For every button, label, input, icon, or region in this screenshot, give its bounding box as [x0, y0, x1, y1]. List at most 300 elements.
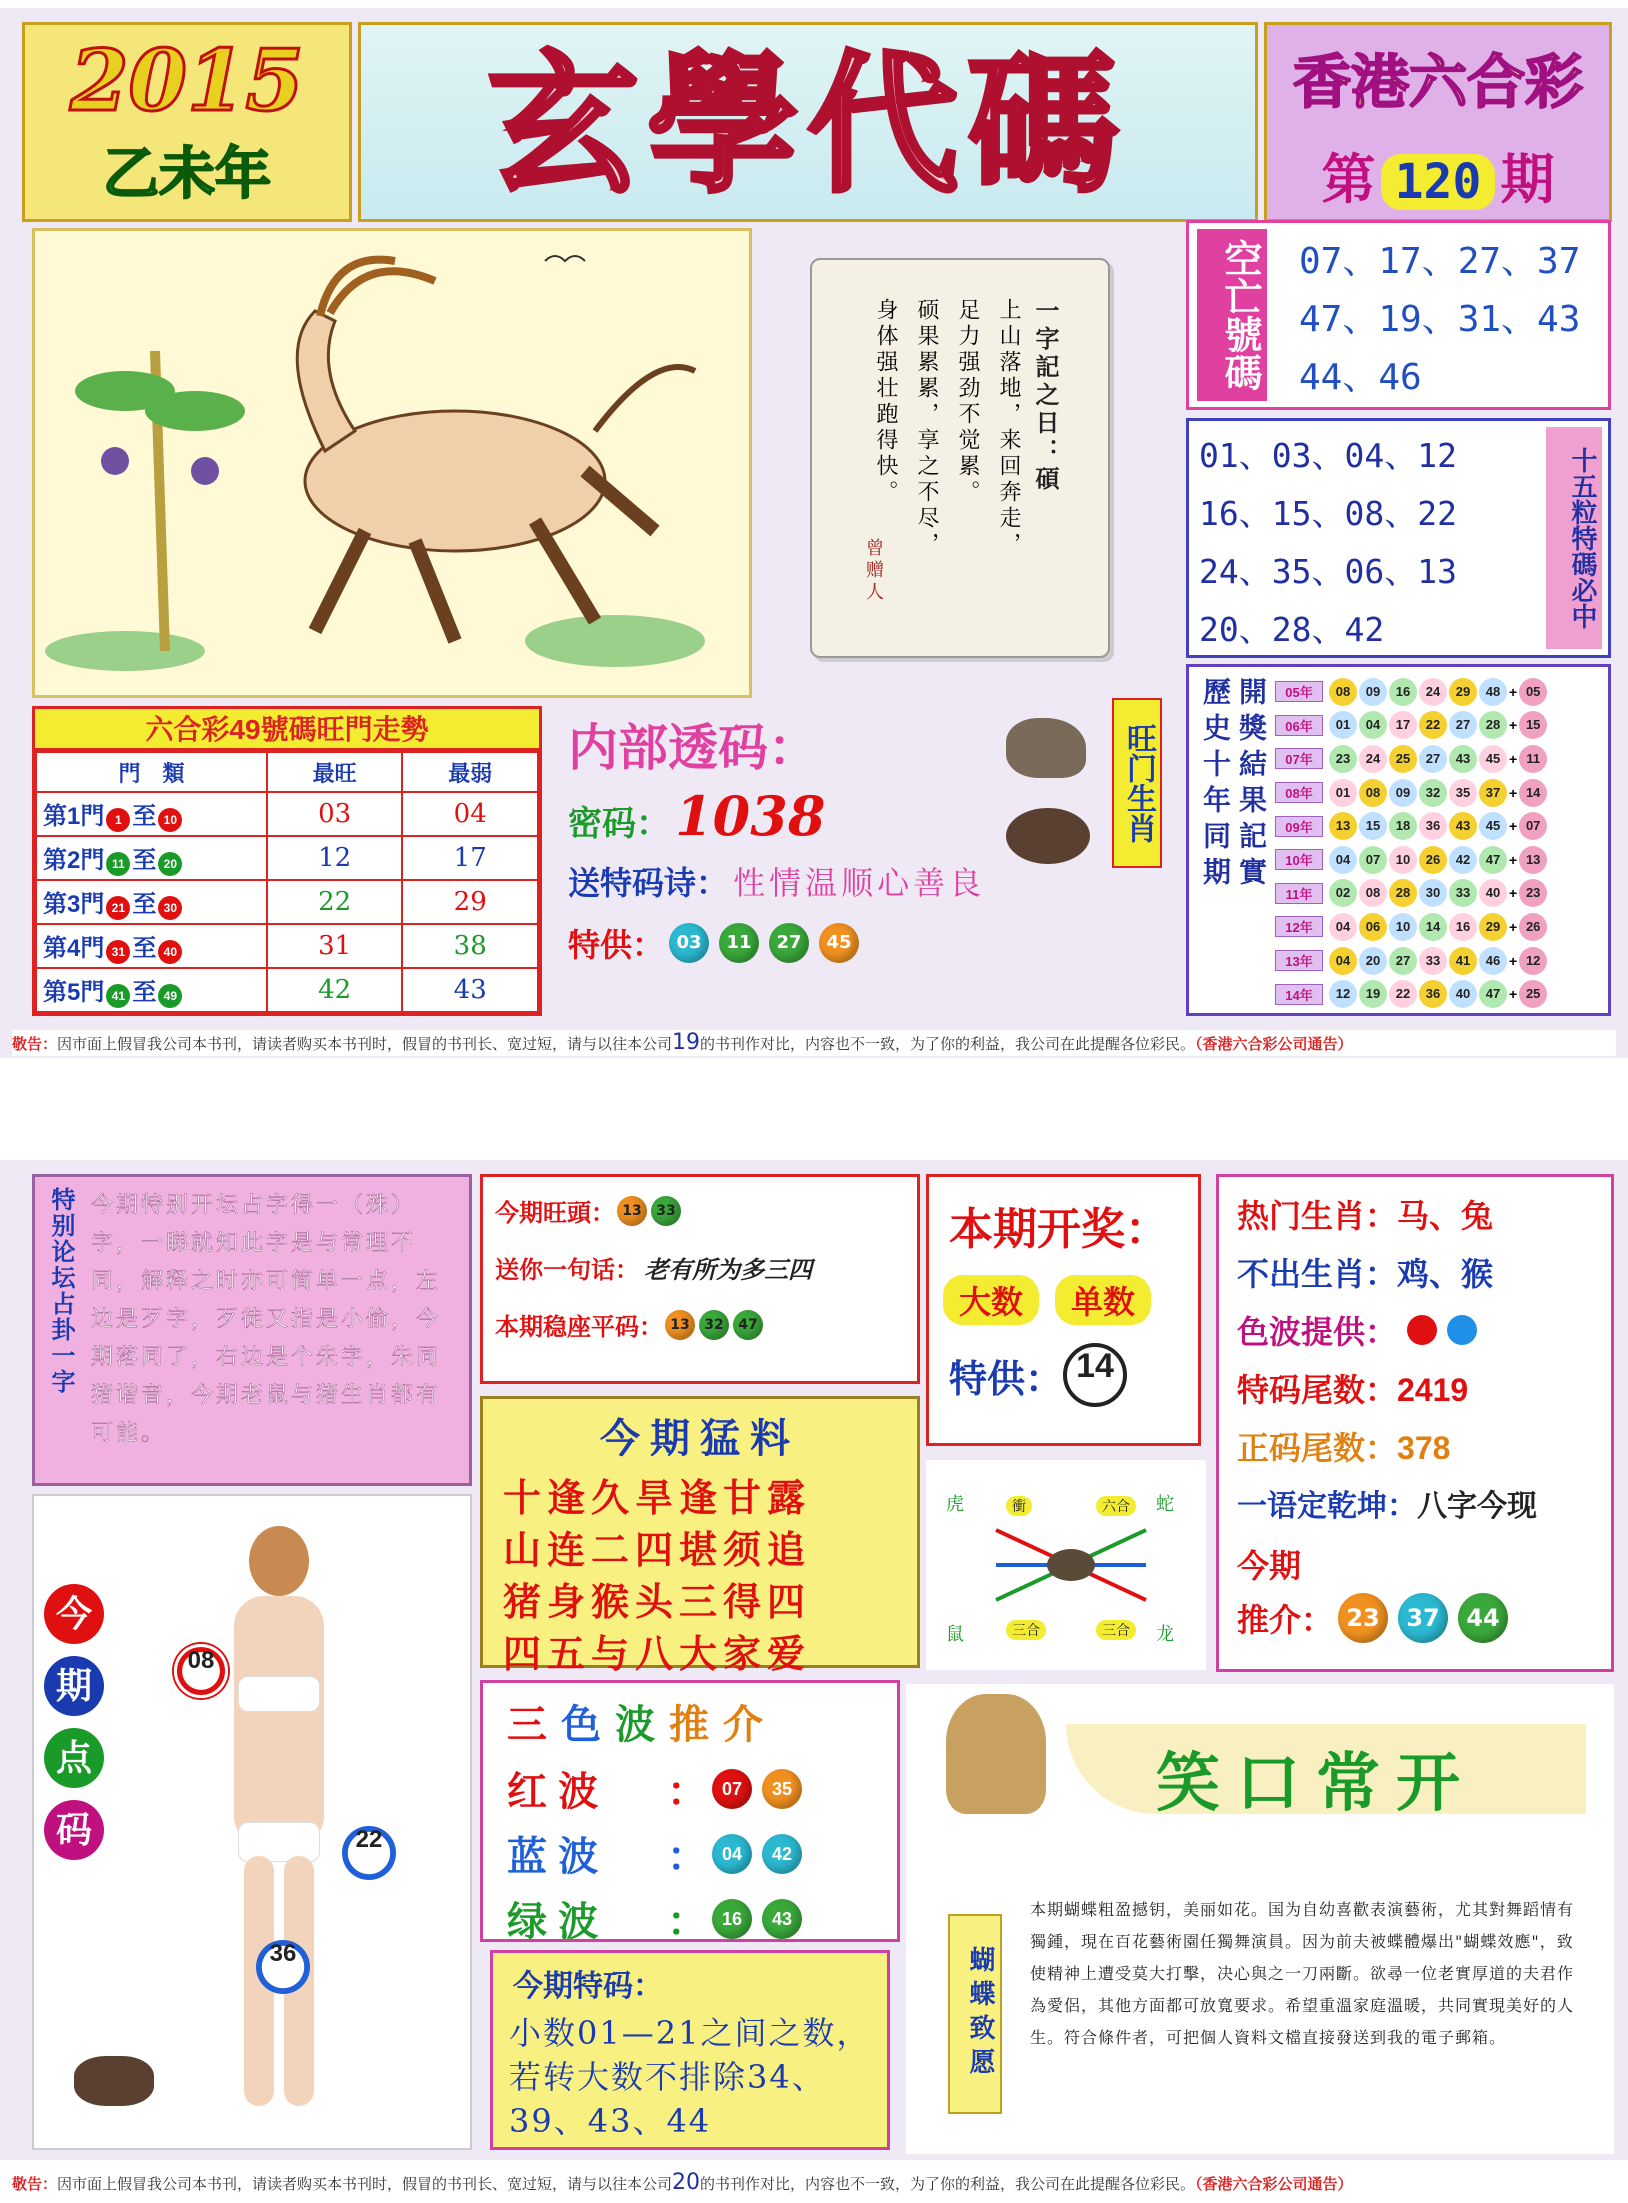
trend-from: 1 — [106, 808, 130, 832]
history-ball: 30 — [1419, 879, 1447, 907]
notice-text-2: 的书刊作对比，内容也不一致，为了你的利益，我公司在此提醒各位彩民。 — [700, 1035, 1196, 1053]
plus-sign: + — [1509, 918, 1518, 935]
inside-poem-label: 送特码诗： — [568, 865, 729, 901]
history-ball: 19 — [1359, 980, 1387, 1008]
sanse-title-char: 三 — [507, 1703, 561, 1747]
history-ball: 10 — [1389, 846, 1417, 874]
red-wave-dot — [1407, 1315, 1437, 1345]
xiaokou-title: 笑口常开 — [1156, 1747, 1476, 1819]
blue-wave-ball: 42 — [762, 1834, 802, 1874]
green-wave-ball: 43 — [762, 1899, 802, 1939]
pingma-label: 本期稳座平码： — [495, 1314, 663, 1341]
trend-to-word: 至 — [132, 935, 157, 962]
green-wave-label: 绿 波 — [507, 1900, 599, 1944]
cold-label: 不出生肖： — [1237, 1256, 1398, 1292]
notice-top — [12, 1030, 1616, 1056]
history-ball: 12 — [1329, 980, 1357, 1008]
model-ball-2: 22 — [342, 1826, 396, 1880]
green-wave-ball: 16 — [712, 1899, 752, 1939]
mengliao-line: 猪身猴头三得四 — [503, 1579, 812, 1624]
hot-row — [1237, 1423, 1611, 1469]
tail-value: 2419 — [1397, 1372, 1469, 1408]
history-ball: 47 — [1479, 980, 1507, 1008]
scroll-line: 上山落地，来回奔走， — [996, 298, 1021, 558]
trend-to: 10 — [158, 808, 182, 832]
fifteen-row: 20、28、42 — [1199, 610, 1385, 649]
trend-hi: 22 — [267, 880, 403, 924]
history-special: 25 — [1519, 980, 1547, 1008]
history-ball: 28 — [1389, 879, 1417, 907]
history-ball: 40 — [1479, 879, 1507, 907]
trend-from: 21 — [106, 896, 130, 920]
history-ball: 10 — [1389, 913, 1417, 941]
wolf-icon — [1006, 718, 1086, 778]
red-wave-ball: 35 — [762, 1769, 802, 1809]
empty-numbers-row: 44、46 — [1299, 357, 1422, 398]
zheng-label: 正码尾数： — [1237, 1430, 1398, 1466]
history-special: 14 — [1519, 779, 1547, 807]
history-ball: 04 — [1359, 711, 1387, 739]
fifteen-row: 16、15、08、22 — [1199, 494, 1457, 533]
model-panel — [32, 1494, 472, 2150]
history-special: 23 — [1519, 879, 1547, 907]
history-year: 12年 — [1275, 916, 1323, 937]
inside-poem: 性情温顺心善良 — [733, 864, 986, 902]
trend-to: 20 — [158, 852, 182, 876]
trend-name: 第3門 — [43, 891, 105, 918]
kaijiang-tegong-ball: 14 — [1063, 1343, 1127, 1407]
history-ball: 13 — [1329, 812, 1357, 840]
scroll-seal: 曾赠人 — [863, 538, 884, 604]
history-ball: 15 — [1359, 812, 1387, 840]
history-ball: 40 — [1449, 980, 1477, 1008]
compass-bl: 鼠 — [946, 1624, 964, 1644]
history-year: 07年 — [1275, 748, 1323, 769]
history-ball: 02 — [1329, 879, 1357, 907]
history-ball: 32 — [1419, 779, 1447, 807]
trend-lo: 17 — [402, 836, 538, 880]
kaijiang-panel — [926, 1174, 1201, 1446]
compass-panel — [926, 1460, 1206, 1670]
history-ball: 35 — [1449, 779, 1477, 807]
temazi-text: 小数01—21之间之数，若转大数不排除34、39、43、44 — [509, 2014, 871, 2140]
history-ball: 41 — [1449, 947, 1477, 975]
qiankun-value: 八字今现 — [1417, 1490, 1537, 1523]
recommend-label-2: 推介： — [1237, 1602, 1334, 1638]
history-ball: 47 — [1479, 846, 1507, 874]
fifteen-label: 十五粒特碼必中 — [1546, 427, 1602, 649]
compass-tr: 蛇 — [1156, 1494, 1174, 1514]
recommend-row — [1237, 1593, 1611, 1643]
trend-row — [36, 792, 538, 836]
inside-tegong-row — [568, 920, 1176, 966]
history-rows — [1275, 675, 1605, 1011]
model-label-char: 点 — [44, 1728, 104, 1788]
history-ball: 36 — [1419, 980, 1447, 1008]
inside-tegong-label: 特供： — [568, 927, 665, 963]
trend-row — [36, 836, 538, 880]
hot-label: 热门生肖： — [1237, 1198, 1398, 1234]
recommend-label: 今期 — [1237, 1548, 1302, 1584]
year-panel — [22, 22, 352, 222]
history-ball: 17 — [1389, 711, 1417, 739]
hot-row — [1237, 1481, 1611, 1525]
kaijiang-tegong-label: 特供： — [949, 1358, 1064, 1401]
notice-num: 19 — [672, 1030, 701, 1055]
history-ball: 43 — [1449, 812, 1477, 840]
sanse-title — [507, 1693, 897, 1750]
recommend-ball: 37 — [1398, 1593, 1448, 1643]
scroll-line: 足力强劲不觉累。 — [955, 298, 980, 506]
history-ball: 16 — [1389, 678, 1417, 706]
history-ball: 22 — [1419, 711, 1447, 739]
trend-header: 門 類 — [36, 752, 267, 792]
fifteen-panel — [1186, 418, 1611, 658]
plus-sign: + — [1509, 986, 1518, 1003]
temazi-title: 今期特码： — [513, 1970, 663, 2003]
plus-sign: + — [1509, 885, 1518, 902]
trend-header: 最弱 — [402, 752, 538, 792]
top-page — [0, 8, 1628, 1058]
colon: ： — [667, 1900, 707, 1944]
empty-numbers-panel — [1186, 220, 1611, 410]
wave-label: 色波提供： — [1237, 1314, 1398, 1350]
history-ball: 42 — [1449, 846, 1477, 874]
main-title: 玄學代碼 — [487, 37, 1128, 213]
red-wave-label: 红 波 — [507, 1770, 599, 1814]
wangtou-panel — [480, 1174, 920, 1384]
trend-lo: 29 — [402, 880, 538, 924]
plus-sign: + — [1509, 717, 1518, 734]
history-ball: 08 — [1329, 678, 1357, 706]
trend-to-word: 至 — [132, 803, 157, 830]
history-ball: 22 — [1389, 980, 1417, 1008]
year-name: 乙未年 — [103, 142, 271, 207]
hot-row — [1237, 1307, 1611, 1353]
model-label-chars — [44, 1584, 104, 1872]
scroll-heading: 一字記之日：碩 — [1031, 298, 1060, 494]
wangtou-row-3 — [495, 1307, 917, 1342]
kaijiang-title: 本期开奖： — [949, 1205, 1169, 1254]
scroll-line: 身体强壮跑得快。 — [873, 298, 898, 506]
notice-num: 20 — [672, 2170, 701, 2195]
goat-illustration — [32, 228, 752, 698]
history-panel — [1186, 664, 1611, 1016]
trend-table — [35, 751, 539, 1013]
model-label-char: 期 — [44, 1656, 104, 1716]
history-ball: 16 — [1449, 913, 1477, 941]
history-year: 14年 — [1275, 984, 1323, 1005]
scroll-lines — [870, 298, 1024, 618]
sanse-title-char: 介 — [723, 1703, 777, 1747]
trend-row — [36, 924, 538, 968]
empty-numbers-row: 47、19、31、43 — [1299, 299, 1581, 340]
history-ball: 08 — [1359, 879, 1387, 907]
sentence-label: 送你一句话： — [495, 1257, 639, 1284]
mengliao-lines — [503, 1472, 917, 1680]
history-special: 13 — [1519, 846, 1547, 874]
goat-image — [35, 231, 749, 695]
wangtou-ball: 33 — [651, 1196, 681, 1226]
tag-odd: 单数 — [1055, 1275, 1151, 1325]
panther-icon — [74, 2056, 154, 2106]
history-row — [1275, 944, 1605, 978]
cold-value: 鸡、猴 — [1397, 1256, 1494, 1292]
tegong-ball: 11 — [719, 923, 759, 963]
history-ball: 33 — [1419, 947, 1447, 975]
brand-text: 香港六合彩 — [1292, 48, 1583, 116]
forum-label: 特别论坛占卦一字 — [47, 1187, 74, 1395]
plus-sign: + — [1509, 952, 1518, 969]
fifteen-row: 24、35、06、13 — [1199, 552, 1457, 591]
blue-wave-row — [507, 1825, 897, 1882]
plus-sign: + — [1509, 750, 1518, 767]
history-ball: 04 — [1329, 947, 1357, 975]
model-ball-1: 08 — [174, 1644, 228, 1698]
recommend-ball: 44 — [1458, 1593, 1508, 1643]
history-ball: 29 — [1449, 678, 1477, 706]
tegong-ball: 45 — [819, 923, 859, 963]
history-ball: 08 — [1359, 779, 1387, 807]
history-ball: 04 — [1329, 846, 1357, 874]
wangtou-ball: 13 — [617, 1196, 647, 1226]
history-ball: 23 — [1329, 745, 1357, 773]
green-wave-row — [507, 1890, 897, 1947]
history-year: 09年 — [1275, 816, 1323, 837]
history-year: 06年 — [1275, 715, 1323, 736]
history-ball: 45 — [1479, 745, 1507, 773]
compass-br: 龙 — [1156, 1624, 1174, 1644]
xiaokou-text: 本期蝴蝶粗盈撼钥，美丽如花。国为自幼喜歡表演藝術，尤其對舞蹈情有獨鍾，現在百花藝術園任獨舞演員。因为前夫被蝶體爆出"蝴蝶效應"，致使精神上遭受莫大打擊，决心與之一刀兩斷。欲尋一位老實厚道的夫君作為愛侶，其他方面都可放寬要求。希望重溫家庭溫暖，共同實現美好的人生。符合條件者，可把個人資料文檔直接發送到我的電子郵箱。 — [1030, 1900, 1575, 2047]
year-text: 2015 — [70, 31, 304, 130]
trend-panel — [32, 706, 542, 1016]
history-row — [1275, 977, 1605, 1011]
issue-suffix: 期 — [1500, 150, 1555, 210]
plus-sign: + — [1509, 851, 1518, 868]
pingma-ball: 32 — [699, 1310, 729, 1340]
model-label — [44, 1584, 104, 1872]
mengliao-line: 山连二四堪须追 — [503, 1527, 812, 1572]
history-ball: 07 — [1359, 846, 1387, 874]
red-wave-ball: 07 — [712, 1769, 752, 1809]
hot-row — [1237, 1365, 1611, 1411]
compass-t2: 六合 — [1096, 1496, 1136, 1516]
notice-bottom — [12, 2170, 1616, 2196]
trend-from: 31 — [106, 940, 130, 964]
history-ball: 25 — [1389, 745, 1417, 773]
history-special: 05 — [1519, 678, 1547, 706]
history-ball: 27 — [1449, 711, 1477, 739]
model-figure — [214, 1526, 344, 2126]
history-row — [1275, 910, 1605, 944]
tail-label: 特码尾数： — [1237, 1372, 1398, 1408]
history-row — [1275, 843, 1605, 877]
trend-to: 30 — [158, 896, 182, 920]
trend-row — [36, 968, 538, 1012]
history-ball: 48 — [1479, 678, 1507, 706]
history-row — [1275, 776, 1605, 810]
history-label-1: 開獎結果記實 — [1236, 677, 1267, 893]
history-year: 11年 — [1275, 883, 1323, 904]
history-special: 07 — [1519, 812, 1547, 840]
compass-b2: 三合 — [1096, 1620, 1136, 1640]
history-ball: 33 — [1449, 879, 1477, 907]
mengliao-line: 十逢久旱逢甘露 — [503, 1475, 812, 1520]
history-ball: 43 — [1449, 745, 1477, 773]
model-label-char: 今 — [44, 1584, 104, 1644]
colon: ： — [667, 1770, 707, 1814]
plus-sign: + — [1509, 784, 1518, 801]
trend-hi: 42 — [267, 968, 403, 1012]
inside-panel — [556, 698, 1176, 1018]
scroll-panel — [760, 238, 1170, 678]
history-row — [1275, 877, 1605, 911]
trend-from: 41 — [106, 984, 130, 1008]
compass-tl: 虎 — [946, 1494, 964, 1514]
issue-prefix: 第 — [1321, 150, 1376, 210]
history-ball: 18 — [1389, 812, 1417, 840]
issue — [1267, 137, 1609, 214]
history-ball: 20 — [1359, 947, 1387, 975]
inside-poem-row — [568, 858, 1176, 904]
trend-row — [36, 880, 538, 924]
sanse-title-char: 波 — [615, 1703, 669, 1747]
hot-row — [1237, 1249, 1611, 1295]
notice-suffix: （香港六合彩公司通告） — [1195, 2175, 1353, 2193]
history-year: 08年 — [1275, 782, 1323, 803]
trend-hi: 12 — [267, 836, 403, 880]
model-label-char: 码 — [44, 1800, 104, 1860]
history-ball: 36 — [1419, 812, 1447, 840]
history-label-2: 歷史十年同期 — [1200, 677, 1231, 893]
red-wave-row — [507, 1760, 897, 1817]
compass-arrows — [986, 1520, 1156, 1610]
empty-numbers-row: 07、17、27、37 — [1299, 241, 1581, 282]
inside-code-label: 密码： — [568, 805, 670, 843]
trend-to-word: 至 — [132, 847, 157, 874]
history-ball: 01 — [1329, 779, 1357, 807]
forum-panel — [32, 1174, 472, 1486]
sanse-title-char: 推 — [669, 1703, 723, 1747]
xiaokou-panel — [906, 1684, 1614, 2154]
inside-title: 内部透码： — [568, 720, 818, 776]
trend-to-word: 至 — [132, 979, 157, 1006]
notice-suffix: （香港六合彩公司通告） — [1195, 1035, 1353, 1053]
history-special: 11 — [1519, 745, 1547, 773]
money-man-icon — [946, 1694, 1046, 1814]
trend-name: 第1門 — [43, 803, 105, 830]
trend-lo: 43 — [402, 968, 538, 1012]
forum-text: 今期特别开坛占字得一（殊）字，一睇就知此字是与常理不同，解释之时亦可简单一点，左边是歹字，歹徒又指是小偷，今期落同了，右边是个朱字，朱同猪谐音，今期老鼠与猪生肖都有可能。 — [91, 1193, 442, 1446]
trend-from: 11 — [106, 852, 130, 876]
blue-wave-ball: 04 — [712, 1834, 752, 1874]
trend-to: 40 — [158, 940, 182, 964]
kaijiang-tags — [943, 1275, 1198, 1325]
notice-prefix: 敬告： — [12, 2175, 58, 2193]
history-ball: 46 — [1479, 947, 1507, 975]
hot-panel — [1216, 1174, 1614, 1672]
history-ball: 01 — [1329, 711, 1357, 739]
tegong-ball: 03 — [669, 923, 709, 963]
trend-to-word: 至 — [132, 891, 157, 918]
temazi-panel — [490, 1950, 890, 2150]
history-row — [1275, 809, 1605, 843]
fifteen-rows — [1199, 427, 1457, 659]
issue-number: 120 — [1381, 154, 1496, 210]
plus-sign: + — [1509, 683, 1518, 700]
history-ball: 45 — [1479, 812, 1507, 840]
colon: ： — [667, 1835, 707, 1879]
trend-title: 六合彩49號碼旺門走勢 — [35, 709, 539, 751]
history-row — [1275, 742, 1605, 776]
history-ball: 04 — [1329, 913, 1357, 941]
mengliao-panel — [480, 1396, 920, 1676]
trend-hi: 31 — [267, 924, 403, 968]
kaijiang-tegong-row — [949, 1343, 1198, 1407]
history-ball: 27 — [1419, 745, 1447, 773]
sentence-text: 老有所为多三四 — [644, 1255, 813, 1284]
sanse-panel — [480, 1680, 900, 1942]
plus-sign: + — [1509, 818, 1518, 835]
trend-name: 第4門 — [43, 935, 105, 962]
history-ball: 26 — [1419, 846, 1447, 874]
sanse-title-char: 色 — [561, 1703, 615, 1747]
notice-prefix: 敬告： — [12, 1035, 58, 1053]
history-special: 15 — [1519, 711, 1547, 739]
tag-big: 大数 — [943, 1275, 1039, 1325]
history-ball: 37 — [1479, 779, 1507, 807]
scroll-line: 硕果累累，享之不尽， — [914, 298, 939, 558]
trend-name: 第5門 — [43, 979, 105, 1006]
notice-text-2: 的书刊作对比，内容也不一致，为了你的利益，我公司在此提醒各位彩民。 — [700, 2175, 1196, 2193]
history-special: 12 — [1519, 947, 1547, 975]
mengliao-title: 今期猛料 — [600, 1417, 800, 1461]
history-ball: 09 — [1359, 678, 1387, 706]
trend-lo: 38 — [402, 924, 538, 968]
xiaokou-side: 蝴蝶致愿 — [948, 1914, 1002, 2114]
history-year: 10年 — [1275, 849, 1323, 870]
history-year: 13年 — [1275, 950, 1323, 971]
wangtou-row-1 — [495, 1193, 917, 1228]
history-ball: 24 — [1359, 745, 1387, 773]
blue-wave-dot — [1447, 1315, 1477, 1345]
empty-numbers-label: 空亡號碼 — [1197, 229, 1267, 401]
history-ball: 28 — [1479, 711, 1507, 739]
notice-text: 因市面上假冒我公司本书刊，请读者购买本书刊时，假冒的书刊长、宽过短，请与以往本公司 — [57, 1035, 673, 1053]
history-year: 05年 — [1275, 681, 1323, 702]
title-panel — [358, 22, 1258, 222]
boar-icon — [1006, 808, 1090, 864]
wangtou-label: 今期旺頭： — [495, 1200, 615, 1227]
notice-text: 因市面上假冒我公司本书刊，请读者购买本书刊时，假冒的书刊长、宽过短，请与以往本公司 — [57, 2175, 673, 2193]
inside-code: 1038 — [675, 784, 826, 848]
history-special: 26 — [1519, 913, 1547, 941]
history-row — [1275, 675, 1605, 709]
blue-wave-label: 蓝 波 — [507, 1835, 599, 1879]
compass-b1: 三合 — [1006, 1620, 1046, 1640]
trend-hi: 03 — [267, 792, 403, 836]
trend-lo: 04 — [402, 792, 538, 836]
pingma-ball: 47 — [733, 1310, 763, 1340]
zheng-value: 378 — [1397, 1430, 1451, 1466]
history-ball: 14 — [1419, 913, 1447, 941]
pingma-ball: 13 — [665, 1310, 695, 1340]
history-ball: 27 — [1389, 947, 1417, 975]
empty-numbers-rows — [1299, 233, 1580, 407]
mengliao-line: 四五与八大家爱 — [503, 1631, 812, 1676]
trend-header: 最旺 — [267, 752, 403, 792]
hot-row — [1237, 1191, 1611, 1237]
